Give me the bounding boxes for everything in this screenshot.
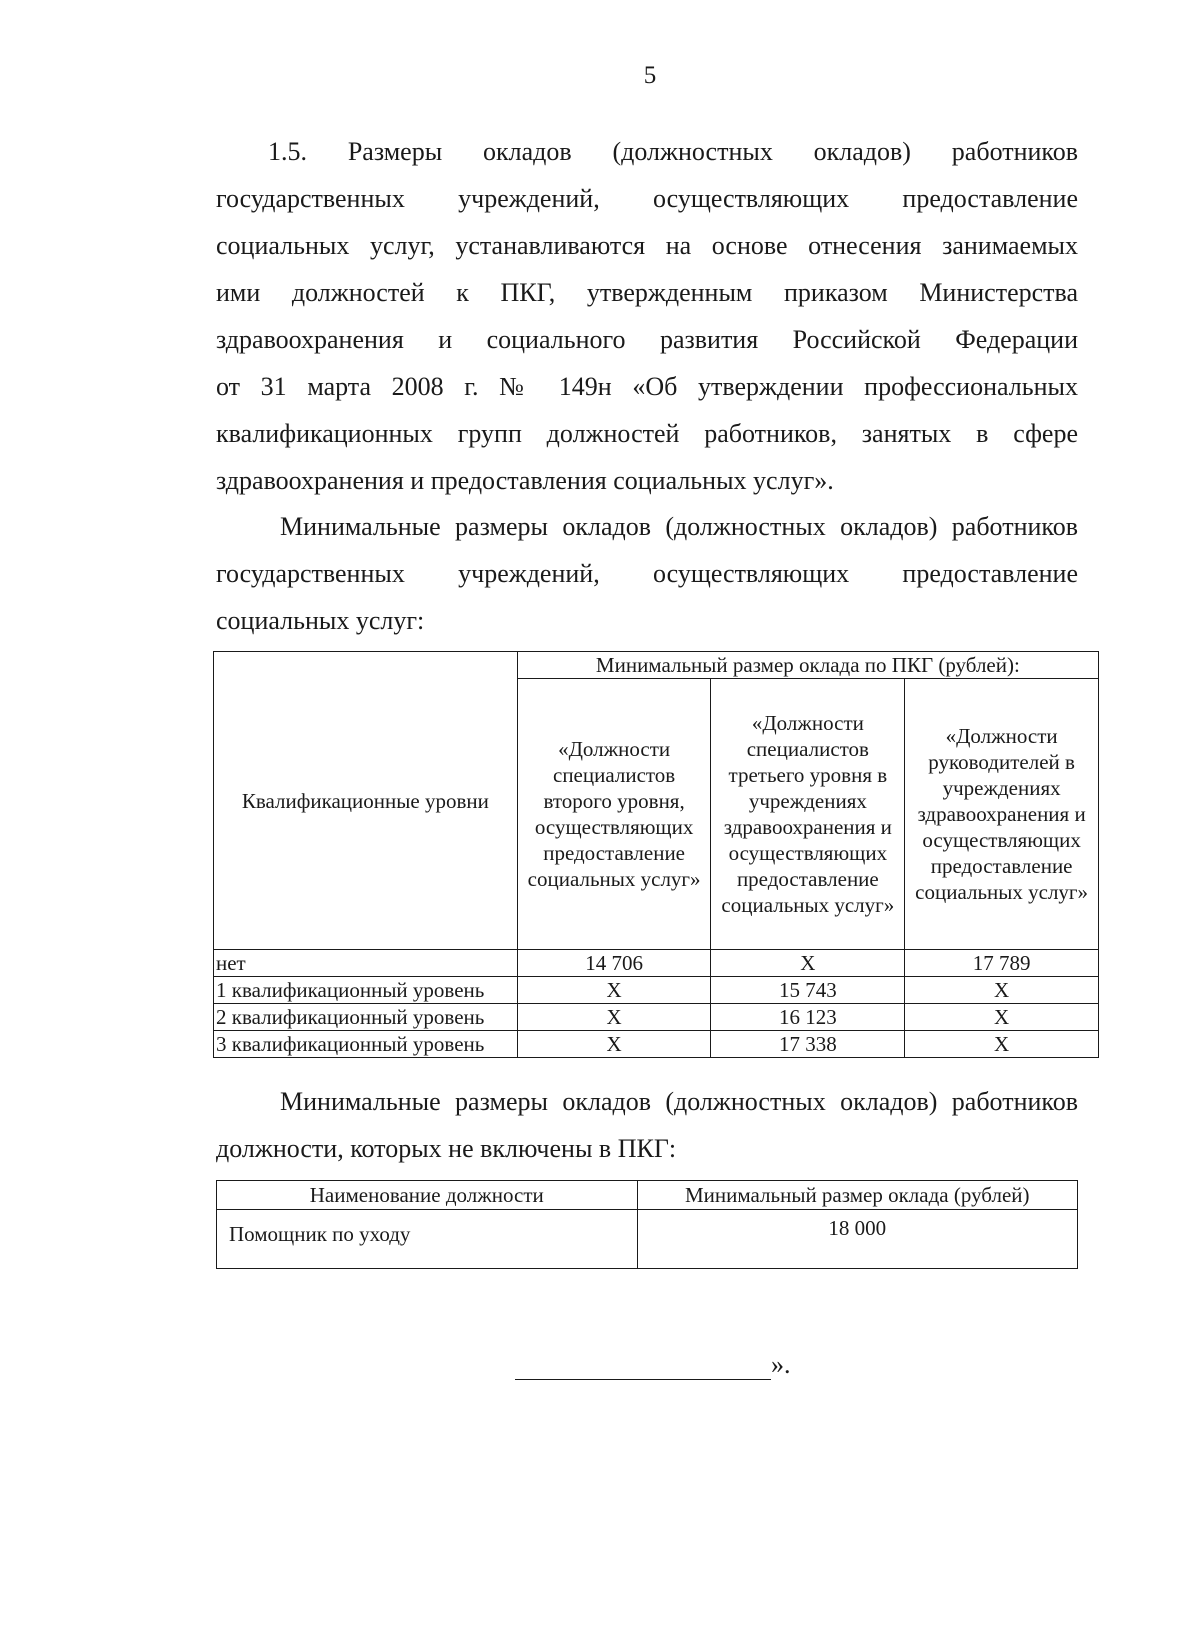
text-line: социальных услуг: — [216, 606, 425, 635]
pkg-salary-table — [213, 651, 1099, 1058]
qualification-level: 1 квалификационный уровень — [214, 977, 518, 1004]
salary-value: 18 000 — [637, 1210, 1077, 1269]
position-name-header: Наименование должности — [217, 1181, 638, 1210]
min-salary-header: Минимальный размер оклада (рублей) — [637, 1181, 1077, 1210]
salary-value: Х — [905, 977, 1099, 1004]
paragraph-min-salaries-pkg — [216, 503, 1078, 644]
salary-value: 17 338 — [711, 1031, 905, 1058]
qualification-level: 2 квалификационный уровень — [214, 1004, 518, 1031]
table-row — [214, 1031, 1099, 1058]
text-line: государственных учреждений, осуществляющих предоставление — [216, 559, 1078, 588]
column-header-managers: «Должности руководителей в учреждениях здравоохранения и осуществляющих предоставление социальных услуг» — [905, 679, 1099, 950]
salary-value: 16 123 — [711, 1004, 905, 1031]
text-line: социальных услуг, устанавливаются на основе отнесения занимаемых — [216, 231, 1078, 260]
text-line: Минимальные размеры окладов (должностных окладов) работников — [280, 1087, 1078, 1116]
text-line: 1.5. Размеры окладов (должностных окладов) работников — [268, 137, 1078, 166]
signature-rule — [515, 1357, 771, 1380]
qualification-level: 3 квалификационный уровень — [214, 1031, 518, 1058]
salary-value: Х — [517, 1004, 711, 1031]
non-pkg-salary-table — [216, 1180, 1078, 1269]
salary-value: Х — [905, 1004, 1099, 1031]
paragraph-salary-basis — [216, 128, 1078, 504]
salary-value: 17 789 — [905, 950, 1099, 977]
text-line: здравоохранения и социального развития Российской Федерации — [216, 325, 1078, 354]
salary-value: Х — [517, 1031, 711, 1058]
min-salary-group-header: Минимальный размер оклада по ПКГ (рублей): — [517, 652, 1098, 679]
text-line: ими должностей к ПКГ, утвержденным приказом Министерства — [216, 278, 1078, 307]
paragraph-min-salaries-non-pkg — [216, 1078, 1078, 1172]
column-header-second-level: «Должности специалистов второго уровня, осуществляющих предоставление социальных услуг» — [517, 679, 711, 950]
qualification-levels-header: Квалификационные уровни — [214, 652, 518, 950]
table-row — [214, 977, 1099, 1004]
position-name: Помощник по уходу — [217, 1210, 638, 1269]
text-line: Минимальные размеры окладов (должностных окладов) работников — [280, 512, 1078, 541]
text-line: от 31 марта 2008 г. № 149н «Об утверждении профессиональных — [216, 372, 1078, 401]
salary-value: Х — [711, 950, 905, 977]
page-number: 5 — [643, 62, 657, 89]
qualification-level: нет — [214, 950, 518, 977]
salary-value: Х — [905, 1031, 1099, 1058]
text-line: должности, которых не включены в ПКГ: — [216, 1134, 677, 1163]
text-line: государственных учреждений, осуществляющих предоставление — [216, 184, 1078, 213]
closing-quote: ». — [771, 1350, 791, 1379]
salary-value: 14 706 — [517, 950, 711, 977]
table-row — [214, 1004, 1099, 1031]
salary-value: 15 743 — [711, 977, 905, 1004]
text-line: квалификационных групп должностей работников, занятых в сфере — [216, 419, 1078, 448]
salary-value: Х — [517, 977, 711, 1004]
column-header-third-level: «Должности специалистов третьего уровня в учреждениях здравоохранения и осуществляющих предоставление социальных услуг» — [711, 679, 905, 950]
text-line: здравоохранения и предоставления социальных услуг». — [216, 466, 834, 495]
table-row — [214, 950, 1099, 977]
table-row — [217, 1210, 1078, 1269]
closing-mark — [515, 1350, 791, 1380]
